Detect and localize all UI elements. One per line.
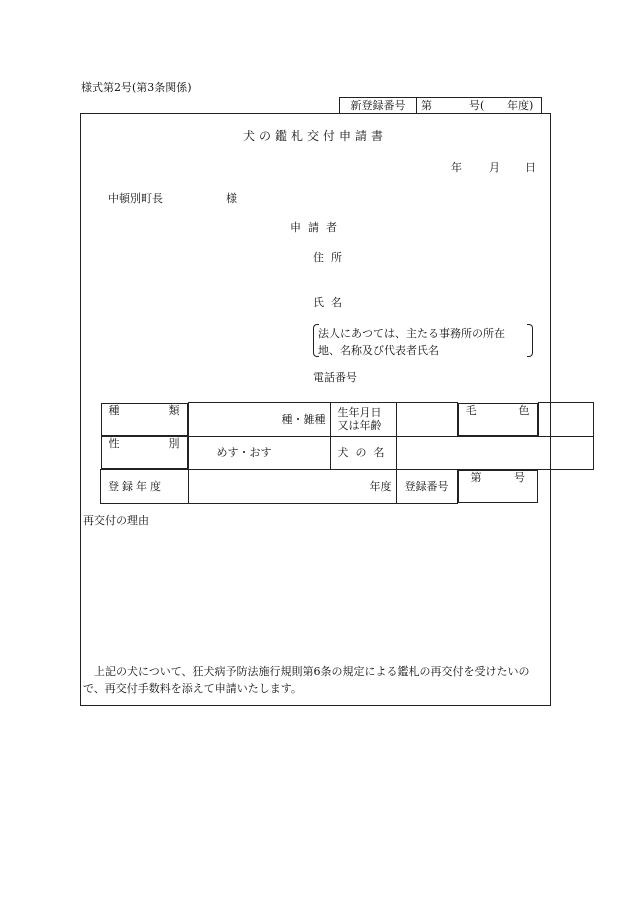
corporate-note: [318, 325, 533, 359]
table-row: [101, 470, 594, 504]
addressee-name: 中頓別町長: [108, 192, 163, 205]
date-year-label: 年: [451, 161, 462, 174]
closing-text: 上記の犬について、狂犬病予防法施行規則第6条の規定による鑑札の再交付を受けたいので、再交付手数料を添えて申請いたします。: [83, 665, 530, 695]
registration-go: 号(: [469, 99, 485, 112]
coat-color-label: [458, 403, 538, 436]
new-registration-label: 新登録番号: [340, 98, 417, 114]
table-row: [101, 403, 594, 437]
sex-label: [101, 436, 188, 469]
sex-label-b: 別: [168, 437, 180, 450]
applicant-heading: 申請者: [290, 221, 344, 234]
form-title: 犬の鑑札交付申請書: [242, 129, 387, 143]
breed-label-b: 類: [168, 403, 180, 417]
registration-year-label: 登録年度: [101, 470, 189, 504]
addressee-honorific: 様: [226, 192, 237, 205]
new-registration-value[interactable]: [417, 98, 542, 114]
date-month-label: 月: [489, 161, 500, 174]
address-label: 住所: [313, 251, 349, 264]
registration-number-label: 登録番号: [396, 470, 457, 504]
new-registration-number-box: [339, 97, 542, 114]
date-day-label: 日: [525, 161, 536, 174]
sex-label-a: 性: [108, 437, 120, 450]
registration-number-dai: 第: [470, 471, 482, 484]
birth-field[interactable]: [396, 403, 457, 437]
table-row: [101, 436, 594, 470]
dog-info-table: [100, 402, 594, 504]
breed-label: [101, 403, 188, 436]
birth-label-line1: 生年月日: [337, 406, 382, 420]
registration-year-field[interactable]: 年度: [188, 470, 396, 504]
sex-field[interactable]: めす・おす: [188, 436, 330, 470]
coat-label-a: 毛: [465, 403, 477, 417]
breed-label-a: 種: [108, 403, 120, 417]
name-label: 氏名: [313, 296, 349, 309]
dog-name-label: 犬の名: [330, 436, 396, 470]
birth-label: [330, 403, 396, 437]
registration-dai: 第: [421, 99, 432, 112]
note-bracket-right: [527, 324, 533, 357]
breed-field[interactable]: 種・雑種: [188, 403, 330, 437]
reissue-reason-label: 再交付の理由: [83, 514, 149, 527]
corporate-note-line1: 法人にあつては、主たる事務所の所在: [318, 327, 505, 340]
coat-label-b: 色: [518, 403, 530, 417]
coat-color-field[interactable]: [538, 403, 593, 437]
registration-number-go: 号: [514, 471, 525, 484]
corporate-note-line2: 地、名称及び代表者氏名: [318, 344, 439, 357]
registration-fiscal-year: 年度): [507, 99, 534, 112]
closing-statement: [83, 663, 549, 697]
dog-name-field[interactable]: [396, 436, 593, 470]
registration-number-field[interactable]: [458, 470, 539, 503]
form-number: 様式第2号(第3条関係): [81, 81, 192, 94]
birth-label-line2: 又は年齢: [337, 419, 382, 433]
phone-label: 電話番号: [313, 371, 357, 384]
